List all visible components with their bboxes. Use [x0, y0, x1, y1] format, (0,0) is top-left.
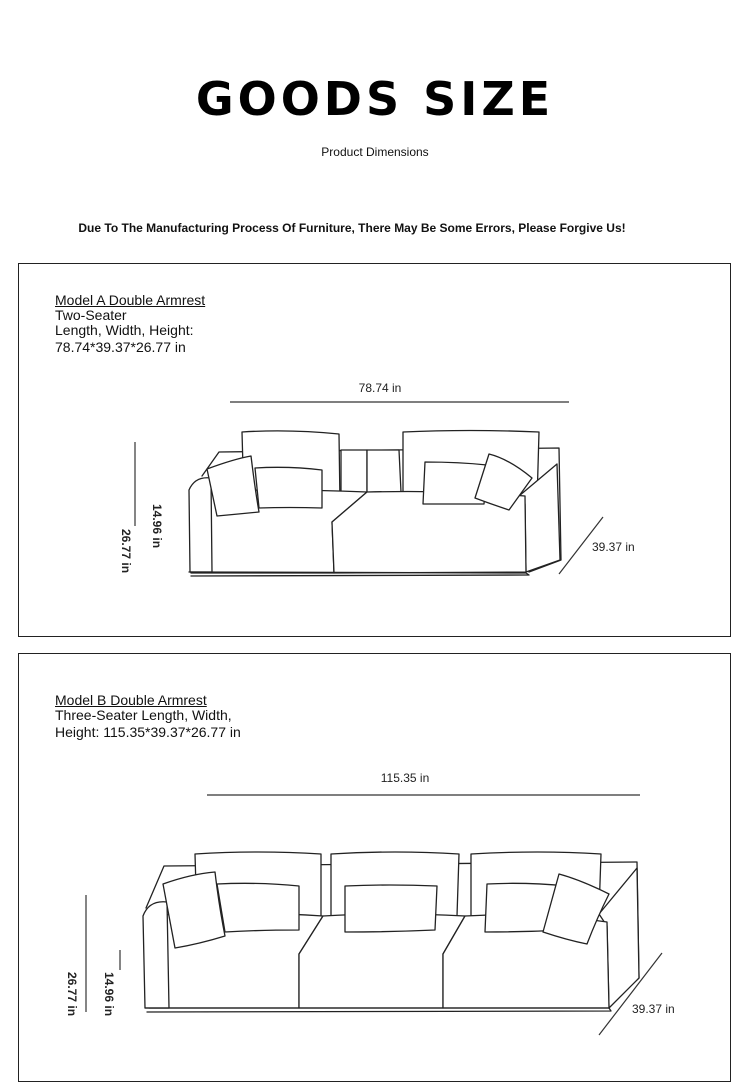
page-subtitle: Product Dimensions [321, 145, 429, 159]
model-a-dims-label: Length, Width, Height: [55, 322, 194, 338]
model-a-dims-value: 78.74*39.37*26.77 in [55, 339, 186, 355]
model-a-sofa-drawing [19, 264, 730, 636]
model-b-type: Three-Seater Length, Width, [55, 707, 232, 723]
model-a-panel [18, 263, 731, 637]
model-b-name: Model B Double Armrest [55, 692, 207, 708]
model-a-name: Model A Double Armrest [55, 292, 206, 308]
model-b-seat-height-label: 14.96 in [102, 972, 116, 1017]
model-b-sofa-drawing [19, 654, 730, 1081]
model-a-depth-label: 39.37 in [592, 540, 635, 554]
model-a-length-label: 78.74 in [358, 381, 402, 395]
model-b-length-label: 115.35 in [380, 771, 430, 785]
page-title: GOODS SIZE [195, 72, 555, 126]
model-a-type: Two-Seater [55, 307, 127, 323]
model-b-depth-label: 39.37 in [632, 1002, 675, 1016]
model-b-panel [18, 653, 731, 1082]
model-a-sofa [189, 431, 561, 577]
manufacturing-note: Due To The Manufacturing Process Of Furniture, There May Be Some Errors, Please Forgive Us! [78, 221, 626, 235]
model-b-dims-value: Height: 115.35*39.37*26.77 in [55, 724, 241, 740]
model-a-seat-height-label: 14.96 in [150, 504, 164, 549]
model-b-total-height-label: 26.77 in [65, 972, 79, 1017]
model-a-total-height-label: 26.77 in [119, 529, 133, 574]
model-b-sofa [143, 852, 639, 1012]
